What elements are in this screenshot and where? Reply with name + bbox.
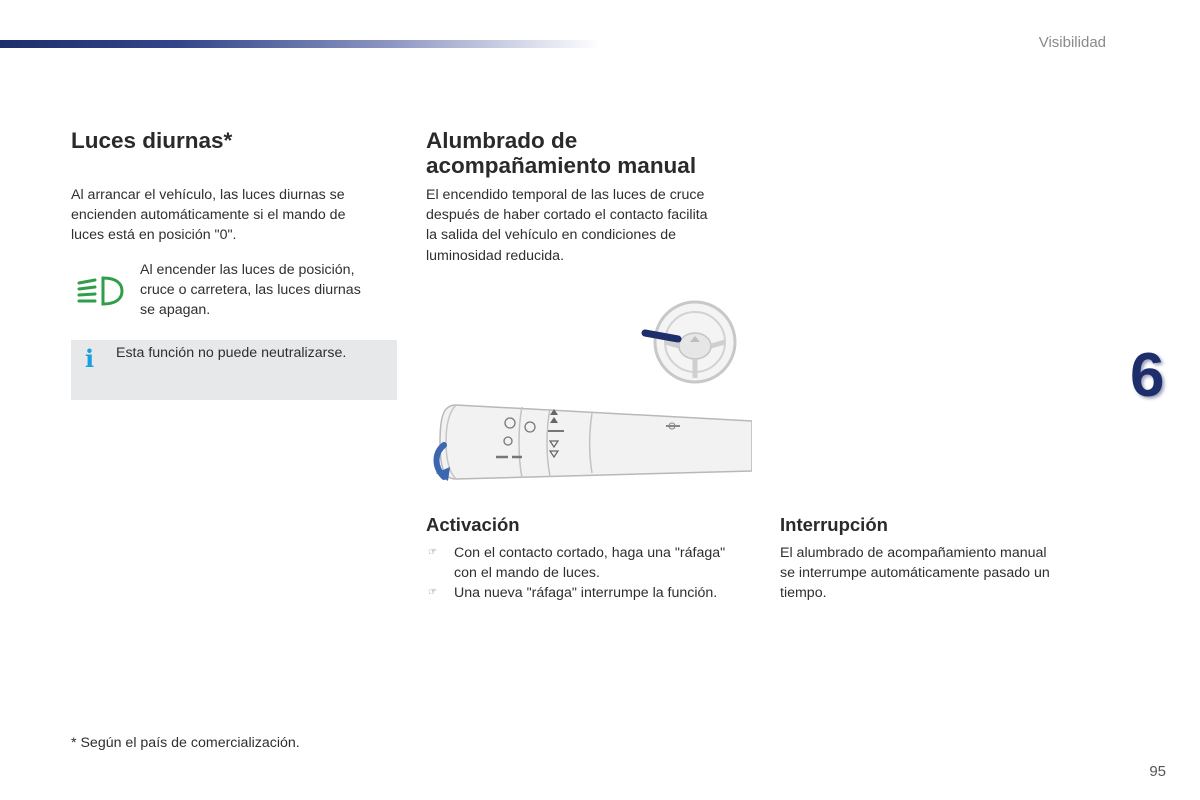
- text-line: Al arrancar el vehículo, las luces diurnas se: [71, 187, 345, 203]
- steering-wheel-illustration: [640, 298, 740, 388]
- text-line: cruce o carretera, las luces diurnas: [140, 282, 361, 299]
- daytime-lights-intro: [71, 185, 391, 246]
- text-line: luminosidad reducida.: [426, 247, 565, 264]
- header-gradient-bar: [0, 40, 600, 48]
- text-line: con el mando de luces.: [454, 565, 600, 582]
- text-line: Una nueva "ráfaga" interrumpe la función.: [454, 585, 718, 602]
- text-line: se apagan.: [140, 302, 211, 319]
- text-line: luces está en posición "0".: [71, 227, 237, 244]
- activation-list: [426, 543, 766, 604]
- daytime-lights-title: Luces diurnas*: [71, 128, 233, 153]
- text-line: Con el contacto cortado, haga una "ráfaga": [454, 545, 726, 561]
- text-line: encienden automáticamente si el mando de: [71, 207, 346, 224]
- interruption-title: Interrupción: [780, 514, 888, 535]
- title-line: acompañamiento manual: [426, 153, 697, 178]
- text-line: Al encender las luces de posición,: [140, 262, 355, 278]
- lighting-stalk-illustration: [426, 393, 752, 488]
- hand-pointer-icon: ☞: [428, 547, 437, 558]
- page-number: 95: [1149, 763, 1166, 780]
- info-box: [71, 340, 397, 400]
- activation-title: Activación: [426, 514, 520, 535]
- interruption-text: [780, 543, 1100, 604]
- text-line: El alumbrado de acompañamiento manual: [780, 545, 1047, 561]
- text-line: se interrumpe automáticamente pasado un: [780, 565, 1050, 582]
- info-text: Esta función no puede neutralizarse.: [116, 345, 347, 361]
- title-line: Alumbrado de: [426, 128, 578, 153]
- daytime-running-light-icon: [77, 274, 125, 308]
- icon-note: [140, 260, 390, 321]
- manual-guide-intro: [426, 185, 756, 266]
- list-item: [426, 583, 766, 603]
- footnote: * Según el país de comercialización.: [71, 735, 300, 751]
- text-line: la salida del vehículo en condiciones de: [426, 227, 677, 244]
- info-icon: i: [85, 344, 95, 373]
- chapter-number: 6: [1130, 341, 1165, 410]
- text-line: después de haber cortado el contacto facilita: [426, 207, 708, 224]
- text-line: El encendido temporal de las luces de cruce: [426, 187, 705, 203]
- list-item: [426, 543, 766, 583]
- manual-guide-lighting-title: [426, 128, 696, 178]
- hand-pointer-icon: ☞: [428, 587, 437, 599]
- section-title: Visibilidad: [1038, 34, 1106, 51]
- text-line: tiempo.: [780, 585, 827, 602]
